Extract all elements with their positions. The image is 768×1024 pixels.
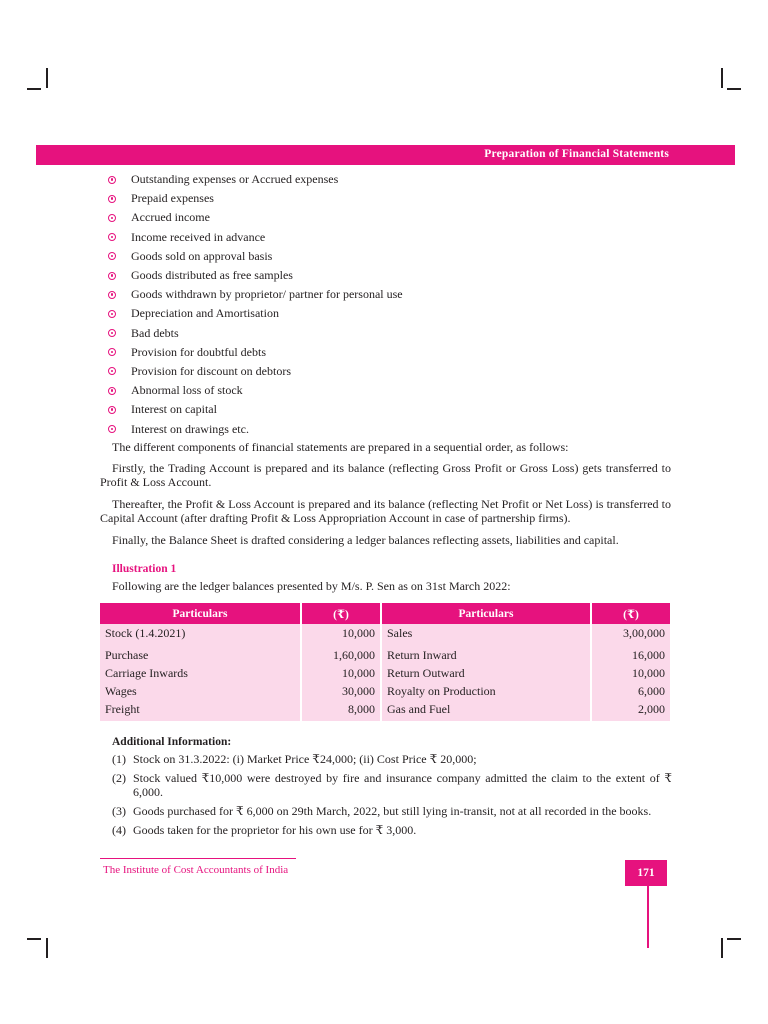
list-item-text: Bad debts xyxy=(131,325,179,340)
page-number-stem xyxy=(647,886,649,948)
particulars-right-cell: Royalty on Production xyxy=(382,682,592,700)
amount-right-cell: 2,000 xyxy=(592,700,670,721)
circle-bullet-icon xyxy=(108,176,116,184)
list-item xyxy=(108,324,403,343)
circle-bullet-icon xyxy=(108,387,116,395)
crop-mark-top-left-v xyxy=(46,68,48,88)
crop-mark-bottom-left-h xyxy=(27,938,41,940)
circle-bullet-icon xyxy=(108,310,116,318)
list-item xyxy=(108,400,403,419)
header-bar xyxy=(36,145,735,165)
crop-mark-top-right-h xyxy=(727,88,741,90)
list-item xyxy=(112,752,672,766)
table-row xyxy=(100,664,670,682)
item-number: (4) xyxy=(112,823,126,837)
crop-mark-bottom-right-v xyxy=(721,938,723,958)
list-item-text: Outstanding expenses or Accrued expenses xyxy=(131,172,339,187)
list-item xyxy=(108,208,403,227)
amount-left-cell: 8,000 xyxy=(302,700,382,721)
list-item-text: Goods withdrawn by proprietor/ partner for personal use xyxy=(131,287,403,302)
item-text: Goods taken for the proprietor for his own use for ₹ 3,000. xyxy=(133,823,417,837)
particulars-left-cell: Wages xyxy=(100,682,302,700)
particulars-left-cell: Carriage Inwards xyxy=(100,664,302,682)
list-item xyxy=(108,285,403,304)
particulars-right-cell: Sales xyxy=(382,624,592,642)
illustration-title: Illustration 1 xyxy=(112,563,177,575)
crop-mark-top-right-v xyxy=(721,68,723,88)
crop-mark-bottom-left-v xyxy=(46,938,48,958)
item-number: (1) xyxy=(112,752,126,766)
item-text: Goods purchased for ₹ 6,000 on 29th March, 2022, but still lying in-transit, not at all recorded in the books. xyxy=(133,804,652,818)
ledger-balances-table xyxy=(100,603,670,721)
circle-bullet-icon xyxy=(108,233,116,241)
amount-left-cell: 1,60,000 xyxy=(302,642,382,664)
particulars-right-cell: Return Outward xyxy=(382,664,592,682)
item-text: Stock on 31.3.2022: (i) Market Price ₹24,000; (ii) Cost Price ₹ 20,000; xyxy=(133,752,477,766)
circle-bullet-icon xyxy=(108,252,116,260)
header-particulars-left: Particulars xyxy=(100,603,302,624)
list-item xyxy=(108,304,403,323)
list-item-text: Interest on drawings etc. xyxy=(131,421,249,436)
list-item-text: Goods distributed as free samples xyxy=(131,268,293,283)
particulars-right-cell: Return Inward xyxy=(382,642,592,664)
amount-right-cell: 10,000 xyxy=(592,664,670,682)
additional-info-list xyxy=(112,752,672,842)
list-item xyxy=(108,189,403,208)
list-item xyxy=(108,381,403,400)
footer-rule xyxy=(100,858,296,859)
header-amount-right: (₹) xyxy=(592,603,670,624)
table-header-row xyxy=(100,603,670,624)
adjustment-list xyxy=(108,170,403,439)
item-text: Stock valued ₹10,000 were destroyed by fire and insurance company admitted the claim to the extent of ₹ 6,000. xyxy=(133,771,672,799)
table-row xyxy=(100,682,670,700)
list-item-text: Depreciation and Amortisation xyxy=(131,306,279,321)
particulars-left-cell: Purchase xyxy=(100,642,302,664)
particulars-left-cell: Stock (1.4.2021) xyxy=(100,624,302,642)
list-item xyxy=(108,266,403,285)
additional-info-title: Additional Information: xyxy=(112,736,232,748)
list-item xyxy=(108,247,403,266)
table-row xyxy=(100,700,670,721)
item-number: (3) xyxy=(112,804,126,818)
circle-bullet-icon xyxy=(108,195,116,203)
paragraph-thereafter: Thereafter, the Profit & Loss Account is prepared and its balance (reflecting Net Profit or Net Loss) is transferred to Capital Account (after drafting Profit & Loss Appropriation Account in case of partnership firms). xyxy=(100,497,671,525)
illustration-text: Following are the ledger balances presented by M/s. P. Sen as on 31st March 2022: xyxy=(112,579,511,593)
header-particulars-right: Particulars xyxy=(382,603,592,624)
paragraph-firstly: Firstly, the Trading Account is prepared and its balance (reflecting Gross Profit or Gross Loss) gets transferred to Profit & Loss Account. xyxy=(100,461,671,489)
list-item xyxy=(112,771,672,799)
circle-bullet-icon xyxy=(108,329,116,337)
list-item xyxy=(108,419,403,438)
list-item-text: Accrued income xyxy=(131,210,210,225)
list-item xyxy=(112,804,672,818)
paragraph-intro: The different components of financial statements are prepared in a sequential order, as follows: xyxy=(112,440,569,454)
list-item xyxy=(112,823,672,837)
amount-right-cell: 3,00,000 xyxy=(592,624,670,642)
amount-left-cell: 30,000 xyxy=(302,682,382,700)
circle-bullet-icon xyxy=(108,291,116,299)
header-amount-left: (₹) xyxy=(302,603,382,624)
crop-mark-top-left-h xyxy=(27,88,41,90)
list-item-text: Provision for discount on debtors xyxy=(131,363,291,378)
list-item xyxy=(108,170,403,189)
list-item-text: Goods sold on approval basis xyxy=(131,248,273,263)
circle-bullet-icon xyxy=(108,214,116,222)
list-item-text: Prepaid expenses xyxy=(131,191,214,206)
circle-bullet-icon xyxy=(108,425,116,433)
list-item-text: Abnormal loss of stock xyxy=(131,383,243,398)
table-row xyxy=(100,624,670,642)
list-item-text: Income received in advance xyxy=(131,229,266,244)
list-item-text: Interest on capital xyxy=(131,402,217,417)
list-item xyxy=(108,228,403,247)
circle-bullet-icon xyxy=(108,348,116,356)
amount-left-cell: 10,000 xyxy=(302,624,382,642)
crop-mark-bottom-right-h xyxy=(727,938,741,940)
circle-bullet-icon xyxy=(108,406,116,414)
footer-institute: The Institute of Cost Accountants of India xyxy=(103,864,289,876)
page-number: 171 xyxy=(625,860,667,886)
amount-right-cell: 6,000 xyxy=(592,682,670,700)
amount-left-cell: 10,000 xyxy=(302,664,382,682)
particulars-right-cell: Gas and Fuel xyxy=(382,700,592,721)
header-title: Preparation of Financial Statements xyxy=(484,148,669,160)
table-row xyxy=(100,642,670,664)
circle-bullet-icon xyxy=(108,272,116,280)
particulars-left-cell: Freight xyxy=(100,700,302,721)
list-item xyxy=(108,362,403,381)
amount-right-cell: 16,000 xyxy=(592,642,670,664)
circle-bullet-icon xyxy=(108,367,116,375)
list-item xyxy=(108,343,403,362)
paragraph-finally: Finally, the Balance Sheet is drafted considering a ledger balances reflecting assets, liabilities and capital. xyxy=(112,533,619,547)
list-item-text: Provision for doubtful debts xyxy=(131,344,266,359)
item-number: (2) xyxy=(112,771,126,785)
